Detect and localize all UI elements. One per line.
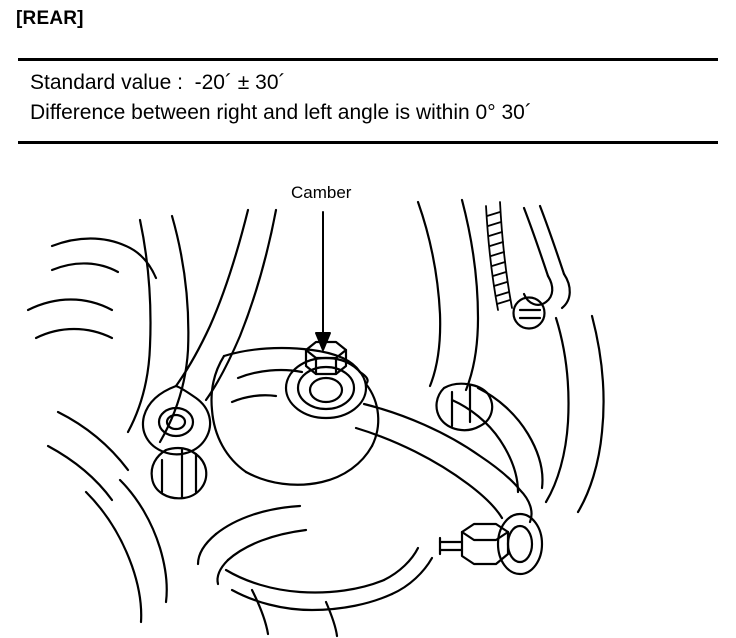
suspension-line-drawing xyxy=(0,150,736,638)
camber-arrow xyxy=(316,212,330,350)
spec-difference-value: Difference between right and left angle is within 0° 30´ xyxy=(30,101,532,124)
threaded-rod xyxy=(486,202,512,310)
specification-block xyxy=(30,68,710,128)
divider-top xyxy=(18,58,718,61)
camber-callout-label: Camber xyxy=(291,183,352,202)
divider-bottom xyxy=(18,141,718,144)
page-title: [REAR] xyxy=(16,8,84,29)
spec-standard-value: Standard value : -20´ ± 30´ xyxy=(30,71,286,94)
suspension-diagram xyxy=(0,150,736,638)
